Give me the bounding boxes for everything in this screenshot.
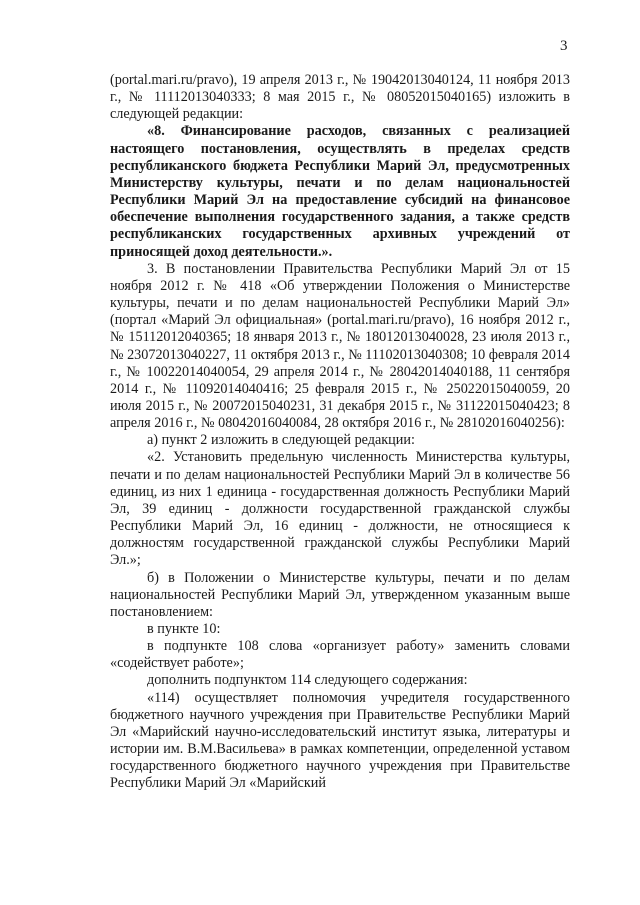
paragraph-9: дополнить подпунктом 114 следующего содержания: bbox=[147, 672, 468, 689]
paragraph-4: а) пункт 2 изложить в следующей редакции: bbox=[147, 432, 415, 449]
paragraph-3: 3. В постановлении Правительства Республики Марий Эл от 15 ноября 2012 г. № 418 «Об утверждении Положения о Министерстве культуры, печати и по делам национальностей Республики Марий Эл» (портал «Марий Эл официальная» (portal.mari.ru/pravo), 16 ноября 2012 г., № 15112012040365; 18 января 2013 г., № 18012013040028, 23 июля 2013 г., № 23072013040227, 11 октября 2013 г., № 11102013040308; 10 февраля 2014 г., № 10022014040054, 29 апреля 2014 г., № 28042014040188, 11 сентября 2014 г., № 11092014040416; 25 февраля 2015 г., № 25022015040059, 20 июля 2015 г., № 20072015040231, 31 декабря 2015 г., № 31122015040423; 8 апреля 2016 г., № 08042016040084, 28 октября 2016 г., № 28102016040256): bbox=[110, 260, 570, 432]
paragraph-10: «114) осуществляет полномочия учредителя государственного бюджетного научного учреждения при Правительстве Республики Марий Эл «Марийский научно-исследовательский институт языка, литературы и истории им. В.М.Васильева» в рамках компетенции, определенной уставом государственного бюджетного научного учреждения при Правительстве Республики Марий Эл «Марийский bbox=[110, 689, 570, 792]
document-body bbox=[110, 72, 570, 793]
paragraph-6: б) в Положении о Министерстве культуры, печати и по делам национальностей Республики Марий Эл, утвержденном указанным выше постановлением: bbox=[110, 569, 570, 620]
paragraph-1: (portal.mari.ru/pravo), 19 апреля 2013 г., № 19042013040124, 11 ноября 2013 г., № 11112013040333; 8 мая 2015 г., № 08052015040165) изложить в следующей редакции: bbox=[110, 72, 570, 123]
paragraph-8: в подпункте 108 слова «организует работу» заменить словами «содействует работе»; bbox=[110, 638, 570, 672]
page-number: 3 bbox=[560, 38, 568, 54]
paragraph-7: в пункте 10: bbox=[147, 621, 221, 637]
paragraph-2: «8. Финансирование расходов, связанных с реализацией настоящего постановления, осуществлять в пределах средств республиканского бюджета Республики Марий Эл, предусмотренных Министерству культуры, печати и по делам национальностей Республики Марий Эл на предоставление субсидий на финансовое обеспечение выполнения государственного задания, а также средств республиканских государственных архивных учреждений от приносящей доход деятельности.». bbox=[110, 123, 570, 260]
paragraph-5: «2. Установить предельную численность Министерства культуры, печати и по делам национальностей Республики Марий Эл в количестве 56 единиц, из них 1 единица - государственная должность Республики Марий Эл, 39 единиц - должности государственной гражданской службы Республики Марий Эл, 16 единиц - должности, не относящиеся к должностям государственной гражданской службы Республики Марий Эл.»; bbox=[110, 449, 570, 569]
